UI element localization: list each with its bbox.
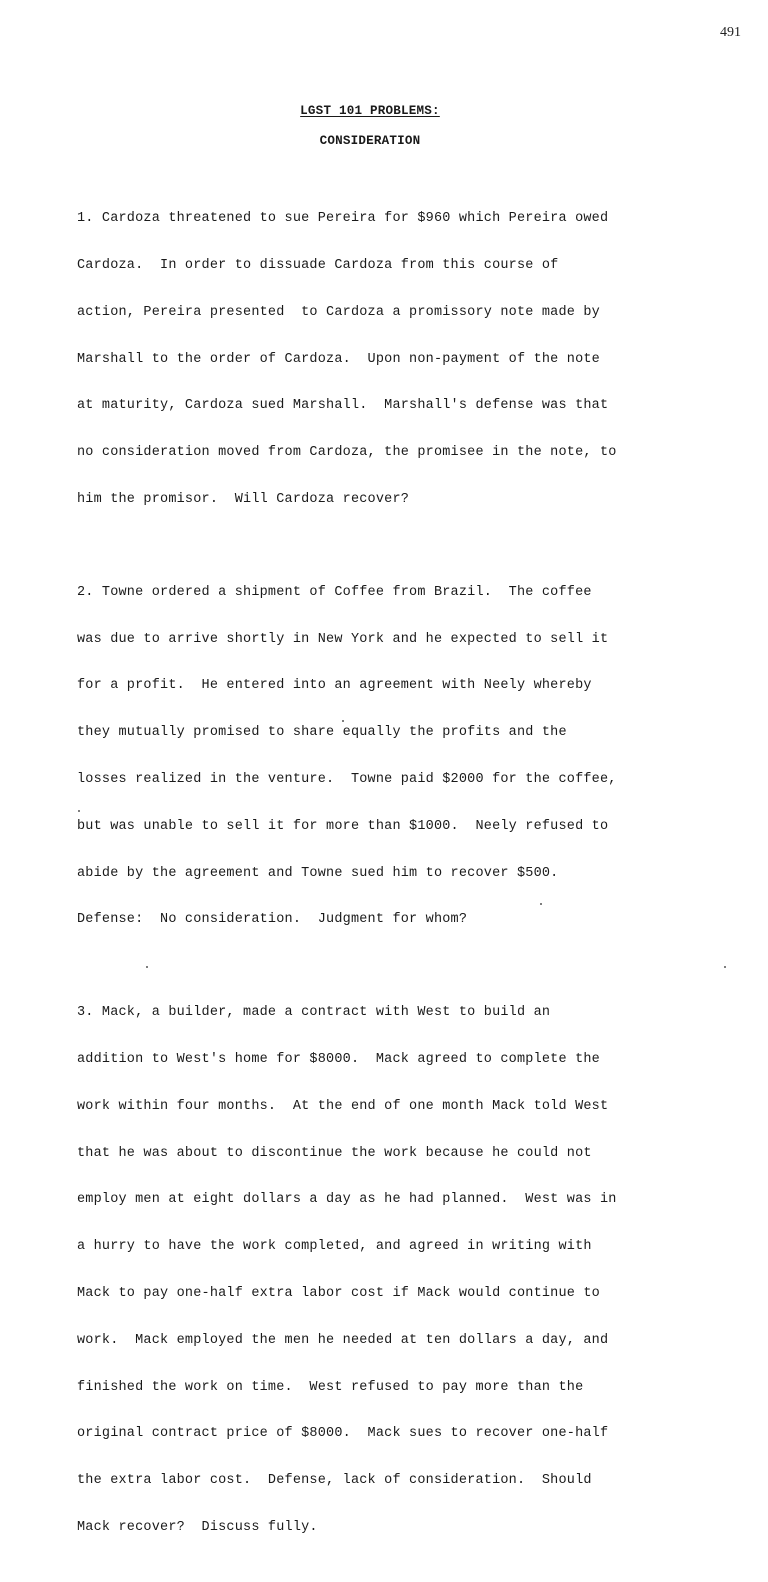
problem-line: 1. Cardoza threatened to sue Pereira for $960 which Pereira owed bbox=[77, 211, 609, 227]
problem-3 bbox=[77, 974, 697, 1567]
problem-line: work. Mack employed the men he needed at ten dollars a day, and bbox=[77, 1332, 609, 1348]
scan-speck bbox=[78, 810, 80, 812]
problem-line: a hurry to have the work completed, and agreed in writing with bbox=[77, 1239, 592, 1255]
problem-line: 3. Mack, a builder, made a contract with West to build an bbox=[77, 1005, 551, 1021]
problem-line: Mack recover? Discuss fully. bbox=[77, 1519, 318, 1535]
scan-speck bbox=[724, 966, 726, 968]
problem-line: employ men at eight dollars a day as he had planned. West was in bbox=[77, 1192, 617, 1208]
problem-line: was due to arrive shortly in New York and he expected to sell it bbox=[77, 631, 609, 647]
problem-2 bbox=[77, 554, 697, 959]
problem-line: for a profit. He entered into an agreement with Neely whereby bbox=[77, 678, 592, 694]
problem-line: they mutually promised to share equally the profits and the bbox=[77, 725, 567, 741]
problem-line: that he was about to discontinue the work because he could not bbox=[77, 1145, 592, 1161]
problem-line: but was unable to sell it for more than $1000. Neely refused to bbox=[77, 818, 609, 834]
problem-1 bbox=[77, 180, 697, 539]
problem-line: abide by the agreement and Towne sued him to recover $500. bbox=[77, 865, 559, 881]
problem-line: Mack to pay one-half extra labor cost if Mack would continue to bbox=[77, 1285, 600, 1301]
problem-line: Cardoza. In order to dissuade Cardoza from this course of bbox=[77, 257, 559, 273]
problem-line: addition to West's home for $8000. Mack agreed to complete the bbox=[77, 1052, 600, 1068]
problem-line: work within four months. At the end of one month Mack told West bbox=[77, 1098, 609, 1114]
document-title: LGST 101 PROBLEMS: bbox=[300, 104, 440, 118]
problem-line: 2. Towne ordered a shipment of Coffee from Brazil. The coffee bbox=[77, 584, 592, 600]
problems-section bbox=[77, 180, 697, 1582]
problem-line: the extra labor cost. Defense, lack of consideration. Should bbox=[77, 1473, 592, 1489]
problem-line: original contract price of $8000. Mack sues to recover one-half bbox=[77, 1426, 609, 1442]
problem-line: no consideration moved from Cardoza, the promisee in the note, to bbox=[77, 445, 617, 461]
problem-line: at maturity, Cardoza sued Marshall. Marshall's defense was that bbox=[77, 398, 609, 414]
problem-line: him the promisor. Will Cardoza recover? bbox=[77, 491, 410, 507]
problem-line: Defense: No consideration. Judgment for whom? bbox=[77, 912, 468, 928]
problem-line: action, Pereira presented to Cardoza a promissory note made by bbox=[77, 304, 600, 320]
scan-speck bbox=[540, 903, 542, 905]
scan-speck bbox=[342, 720, 344, 722]
page-number: 491 bbox=[720, 25, 741, 40]
scan-speck bbox=[146, 966, 148, 968]
document-subtitle: CONSIDERATION bbox=[319, 134, 421, 148]
problem-line: losses realized in the venture. Towne paid $2000 for the coffee, bbox=[77, 771, 617, 787]
problem-line: Marshall to the order of Cardoza. Upon non-payment of the note bbox=[77, 351, 600, 367]
problem-line: finished the work on time. West refused to pay more than the bbox=[77, 1379, 584, 1395]
